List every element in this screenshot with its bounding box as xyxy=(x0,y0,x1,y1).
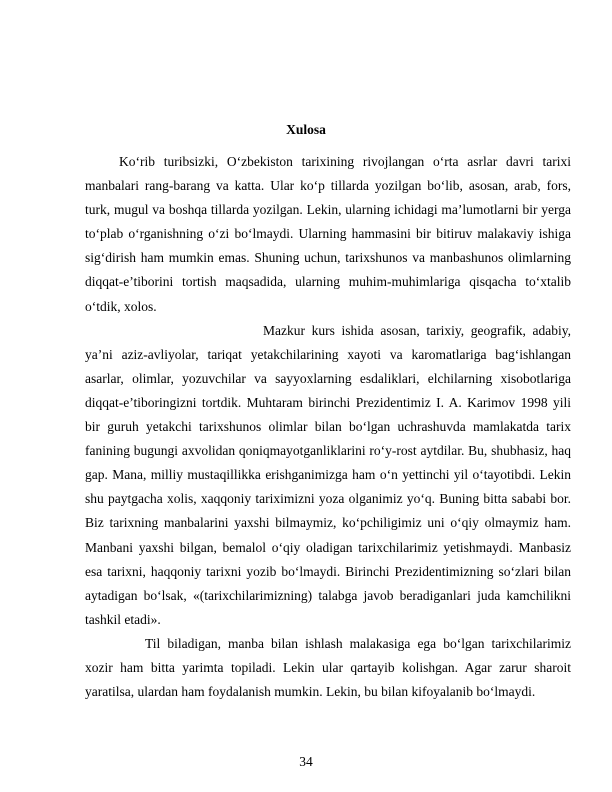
paragraph-historians: Til biladigan, manba bilan ishlash malakasiga ega bo‘lgan tarixchilarimiz xozir ham bitta yarimta topiladi. Lekin ular qartayib kolishgan. Agar zarur sharoit yaratilsa, ulardan ham foydalanish mumkin. Lekin, bu bilan kifoyalanib bo‘lmaydi. xyxy=(85,635,571,700)
paragraph-course-work: Mazkur kurs ishida asosan, tarixiy, geografik, adabiy, ya’ni aziz-avliyolar, tariqat yetakchilarining xayoti va karomatlariga bag‘ishlangan asarlar, olimlar, yozuvchilar va sayyoxlarning esdaliklari, elchilarning xisobotlariga diqqat-e’tiboringizni tortdik. Muhtaram birinchi Prezidentimiz I. A. Karimov 1998 yili bir guruh yetakchi tarixshunos olimlar bilan bo‘lgan uchrashuvda mamlakatda tarix fanining bugungi axvolidan qoniqmayotganliklarini ro‘y-rost aytdilar. Bu, shubhasiz, haq gap. Mana, milliy mustaqillikka erishganimizga ham o‘n yettinchi yil o‘tayotibdi. Lekin shu paytgacha xolis, xaqqoniy tariximizni yoza olganimiz yo‘q. Buning bitta sababi bor. Biz tarixning manbalarini yaxshi bilmaymiz, ko‘pchiligimiz uni o‘qiy olmaymiz ham. Manbani yaxshi bilgan, bemalol o‘qiy oladigan tarixchilarimiz yetishmaydi. Manbasiz esa tarixni, haqqoniy tarixni yozib bo‘lmaydi. Birinchi Prezidentimizning so‘zlari bilan aytadigan bo‘lsak, «(tarixchilarimizning) talabga javob beradiganlari juda kamchilikni tashkil etadi». xyxy=(85,322,571,627)
section-title: Xulosa xyxy=(286,122,326,137)
page-number: 34 xyxy=(299,754,313,769)
body-text xyxy=(85,150,571,704)
paragraph-conclusion-intro: Ko‘rib turibsizki, O‘zbekiston tarixining rivojlangan o‘rta asrlar davri tarixi manbalari rang-barang va katta. Ular ko‘p tillarda yozilgan bo‘lib, asosan, arab, fors, turk, mugul va boshqa tillarda yozilgan. Lekin, ularning ichidagi ma’lumotlarni bir yerga to‘plab o‘rganishning oʻzi bo‘lmaydi. Ularning hammasini bir bitiruv malakaviy ishiga sig‘dirish ham mumkin emas. Shuning uchun, tarixshunos va manbashunos olimlarning diqqat-e’tiborini tortish maqsadida, ularning muhim-muhimlariga qisqacha to‘xtalib o‘tdik, xolos. xyxy=(85,154,571,314)
